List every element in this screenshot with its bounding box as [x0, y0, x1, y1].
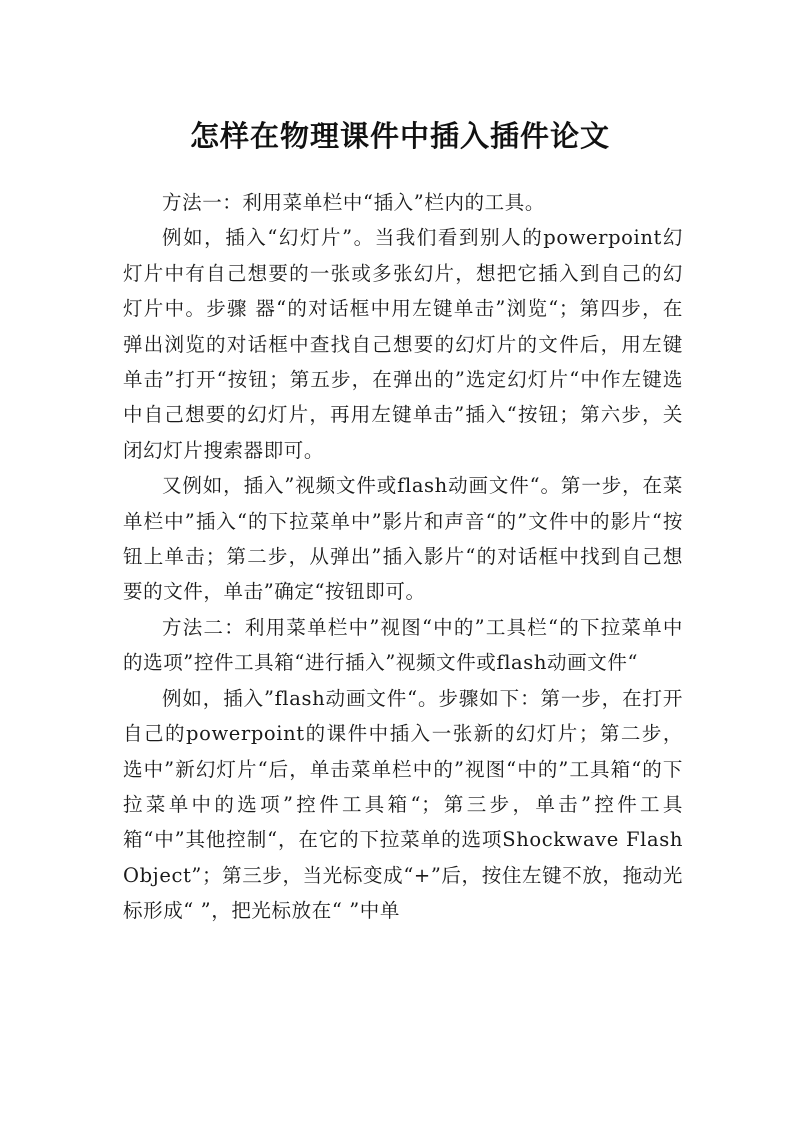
paragraph: 方法一：利用菜单栏中“插入”栏内的工具。 [162, 191, 545, 214]
paragraph: 例如，插入”flash动画文件“。步骤如下：第一步，在打开自己的powerpoint的课件中插入一张新的幻灯片；第二步，选中”新幻灯片“后，单击菜单栏中的”视图“中的”工具箱“的下拉菜单中的选项”控件工具箱“；第三步，单击”控件工具箱“中”其他控制“，在它的下拉菜单的选项Shockwave Flash Object”；第三步，当光标变成“+”后，按住左键不放，拖动光标形成“ ”，把光标放在“ ”中单 [123, 686, 683, 923]
paragraph: 又例如，插入”视频文件或flash动画文件“。第一步，在菜单栏中”插入“的下拉菜单中”影片和声音“的”文件中的影片“按钮上单击；第二步，从弹出”插入影片“的对话框中找到自己想要的文件，单击”确定“按钮即可。 [123, 474, 683, 604]
document-title: 怎样在物理课件中插入插件论文 [189, 119, 610, 154]
paragraph: 方法二：利用菜单栏中”视图“中的”工具栏“的下拉菜单中的选项”控件工具箱“进行插入”视频文件或flash动画文件“ [123, 615, 683, 675]
document-body [123, 185, 683, 929]
paragraph: 例如，插入“幻灯片”。当我们看到别人的powerpoint幻灯片中有自己想要的一张或多张幻片，想把它插入到自己的幻灯片中。步骤 器“的对话框中用左键单击”浏览“；第四步，在弹出浏览的对话框中查找自己想要的幻灯片的文件后，用左键单击”打开“按钮；第五步，在弹出的”选定幻灯片“中作左键选中自己想要的幻灯片，再用左键单击”插入“按钮；第六步，关闭幻灯片搜索器即可。 [123, 226, 683, 462]
